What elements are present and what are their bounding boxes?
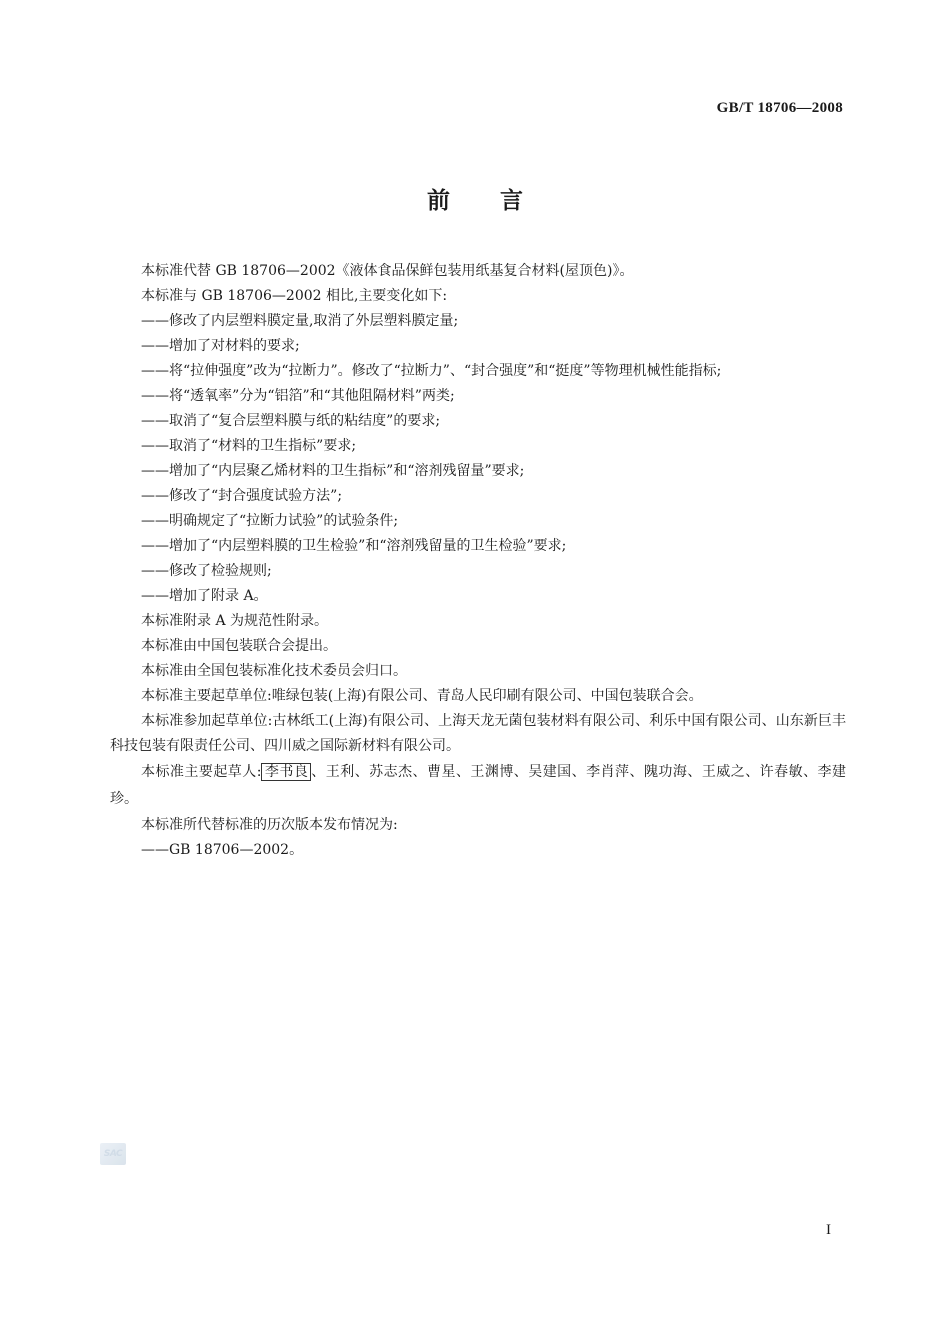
paragraph: 本标准参加起草单位:古林纸工(上海)有限公司、上海天龙无菌包装材料有限公司、利乐中国有限公司、山东新巨丰科技包装有限责任公司、四川威之国际新材料有限公司。 [110,713,846,754]
change-item: ——增加了附录 A。 [141,588,268,604]
paragraph: 本标准代替 GB 18706—2002《液体食品保鲜包装用纸基复合材料(屋顶色)》。 [141,263,634,279]
drafters-rest: 、王利、苏志杰、曹星、王渊博、吴建国、李肖萍、隗功海、王威之、许春敏、李建珍。 [110,764,847,807]
page-title: 前言 [427,188,573,214]
change-item: ——增加了“内层塑料膜的卫生检验”和“溶剂残留量的卫生检验”要求; [141,538,567,554]
drafters-paragraph [110,759,846,813]
change-item: ——增加了对材料的要求; [141,338,300,354]
paragraph: 本标准与 GB 18706—2002 相比,主要变化如下: [141,288,448,304]
change-item: ——修改了检验规则; [141,563,272,579]
change-item: ——取消了“复合层塑料膜与纸的粘结度”的要求; [141,413,441,429]
change-item: ——将“透氧率”分为“铝箔”和“其他阻隔材料”两类; [141,388,455,404]
paragraph: 本标准由全国包装标准化技术委员会归口。 [141,663,407,679]
paragraph: 本标准所代替标准的历次版本发布情况为: [141,817,398,833]
change-item: ——取消了“材料的卫生指标”要求; [141,438,357,454]
change-item: ——增加了“内层聚乙烯材料的卫生指标”和“溶剂残留量”要求; [141,463,525,479]
paragraph: 本标准主要起草单位:唯绿包装(上海)有限公司、青岛人民印刷有限公司、中国包装联合会。 [141,688,703,704]
paragraph: 本标准由中国包装联合会提出。 [141,638,337,654]
change-item: ——明确规定了“拉断力试验”的试验条件; [141,513,399,529]
page-number: I [826,1222,831,1238]
foreword-body [110,259,846,863]
change-item: ——修改了内层塑料膜定量,取消了外层塑料膜定量; [141,313,459,329]
boxed-drafter-name: 李书良 [261,763,311,781]
change-item: ——修改了“封合强度试验方法”; [141,488,343,504]
standard-code: GB/T 18706—2008 [716,100,843,116]
change-item: ——GB 18706—2002。 [141,842,304,858]
change-item: ——将“拉伸强度”改为“拉断力”。修改了“拉断力”、“封合强度”和“挺度”等物理机械性能指标; [141,363,722,379]
sac-logo-icon: SAC [100,1143,126,1165]
drafters-prefix: 本标准主要起草人: [141,764,262,780]
paragraph: 本标准附录 A 为规范性附录。 [141,613,329,629]
